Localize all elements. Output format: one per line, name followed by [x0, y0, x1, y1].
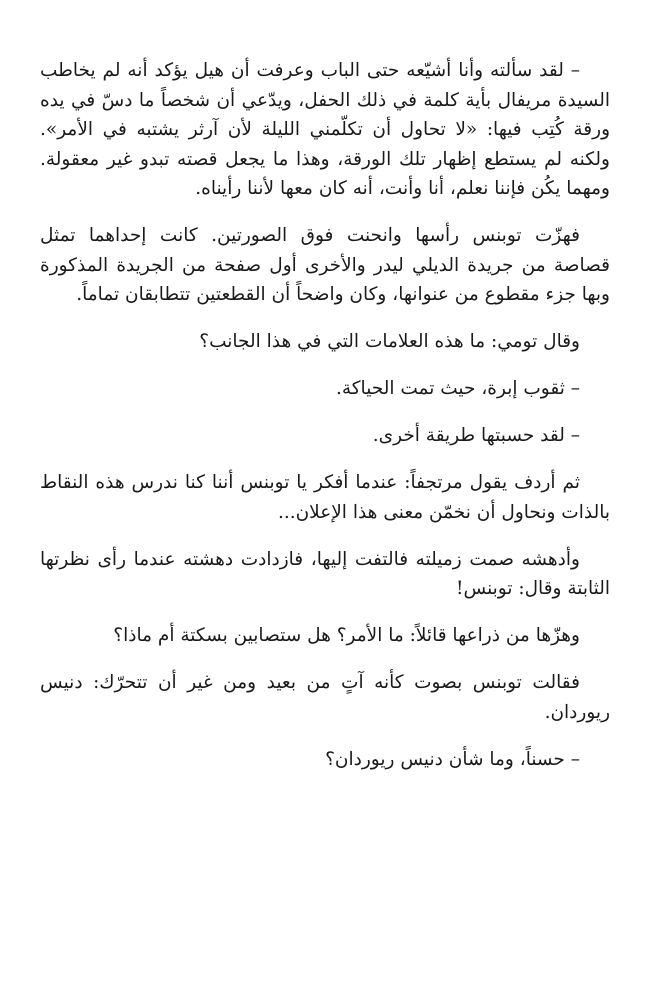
paragraph-9: فقالت توبنس بصوت كأنه آتٍ من بعيد ومن غير أن تتحرّك: دنيس ريوردان. — [40, 672, 610, 723]
paragraph-8: وهزّها من ذراعها قائلاً: ما الأمر؟ هل ستصابين بسكتة أم ماذا؟ — [113, 625, 580, 646]
paragraph-2: فهزّت توبنس رأسها وانحنت فوق الصورتين. كانت إحداهما تمثل قصاصة من جريدة الديلي ليدر والأخرى أول صفحة من الجريدة المذكورة وبها جزء مقطوع من عنوانها، وكان واضحاً أن القطعتين تتطابقان تماماً. — [40, 225, 610, 305]
paragraph-10: – حسناً، وما شأن دنيس ريوردان؟ — [325, 748, 580, 770]
paragraph-6: ثم أردف يقول مرتجفاً: عندما أفكر يا توبنس أننا كنا ندرس هذه النقاط بالذات ونحاول أن نخمّن معنى هذا الإعلان... — [40, 472, 610, 523]
page-text — [40, 56, 610, 792]
paragraph-1: – لقد سألته وأنا أشيّعه حتى الباب وعرفت أن هيل يؤكد أنه لم يخاطب السيدة مريفال بأية كلمة في ذلك الحفل، ويدّعي أن شخصاً ما دسّ في يده ورقة كُتِب فيها: «لا تحاول أن تكلّمني الليلة لأن آرثر يشتبه في الأمر». ولكنه لم يستطع إظهار تلك الورقة، وهذا ما يجعل قصته تبدو غير معقولة. ومهما يكُن فإننا نعلم، أنا وأنت، أنه كان معها لأننا رأيناه. — [40, 60, 610, 199]
paragraph-5: – لقد حسبتها طريقة أخرى. — [372, 425, 580, 446]
paragraph-7: وأدهشه صمت زميلته فالتفت إليها، فازدادت دهشته عندما رأى نظرتها الثابتة وقال: توبنس! — [40, 548, 610, 599]
paragraph-3: وقال تومي: ما هذه العلامات التي في هذا الجانب؟ — [199, 331, 580, 352]
paragraph-4: – ثقوب إبرة، حيث تمت الحياكة. — [335, 378, 580, 399]
